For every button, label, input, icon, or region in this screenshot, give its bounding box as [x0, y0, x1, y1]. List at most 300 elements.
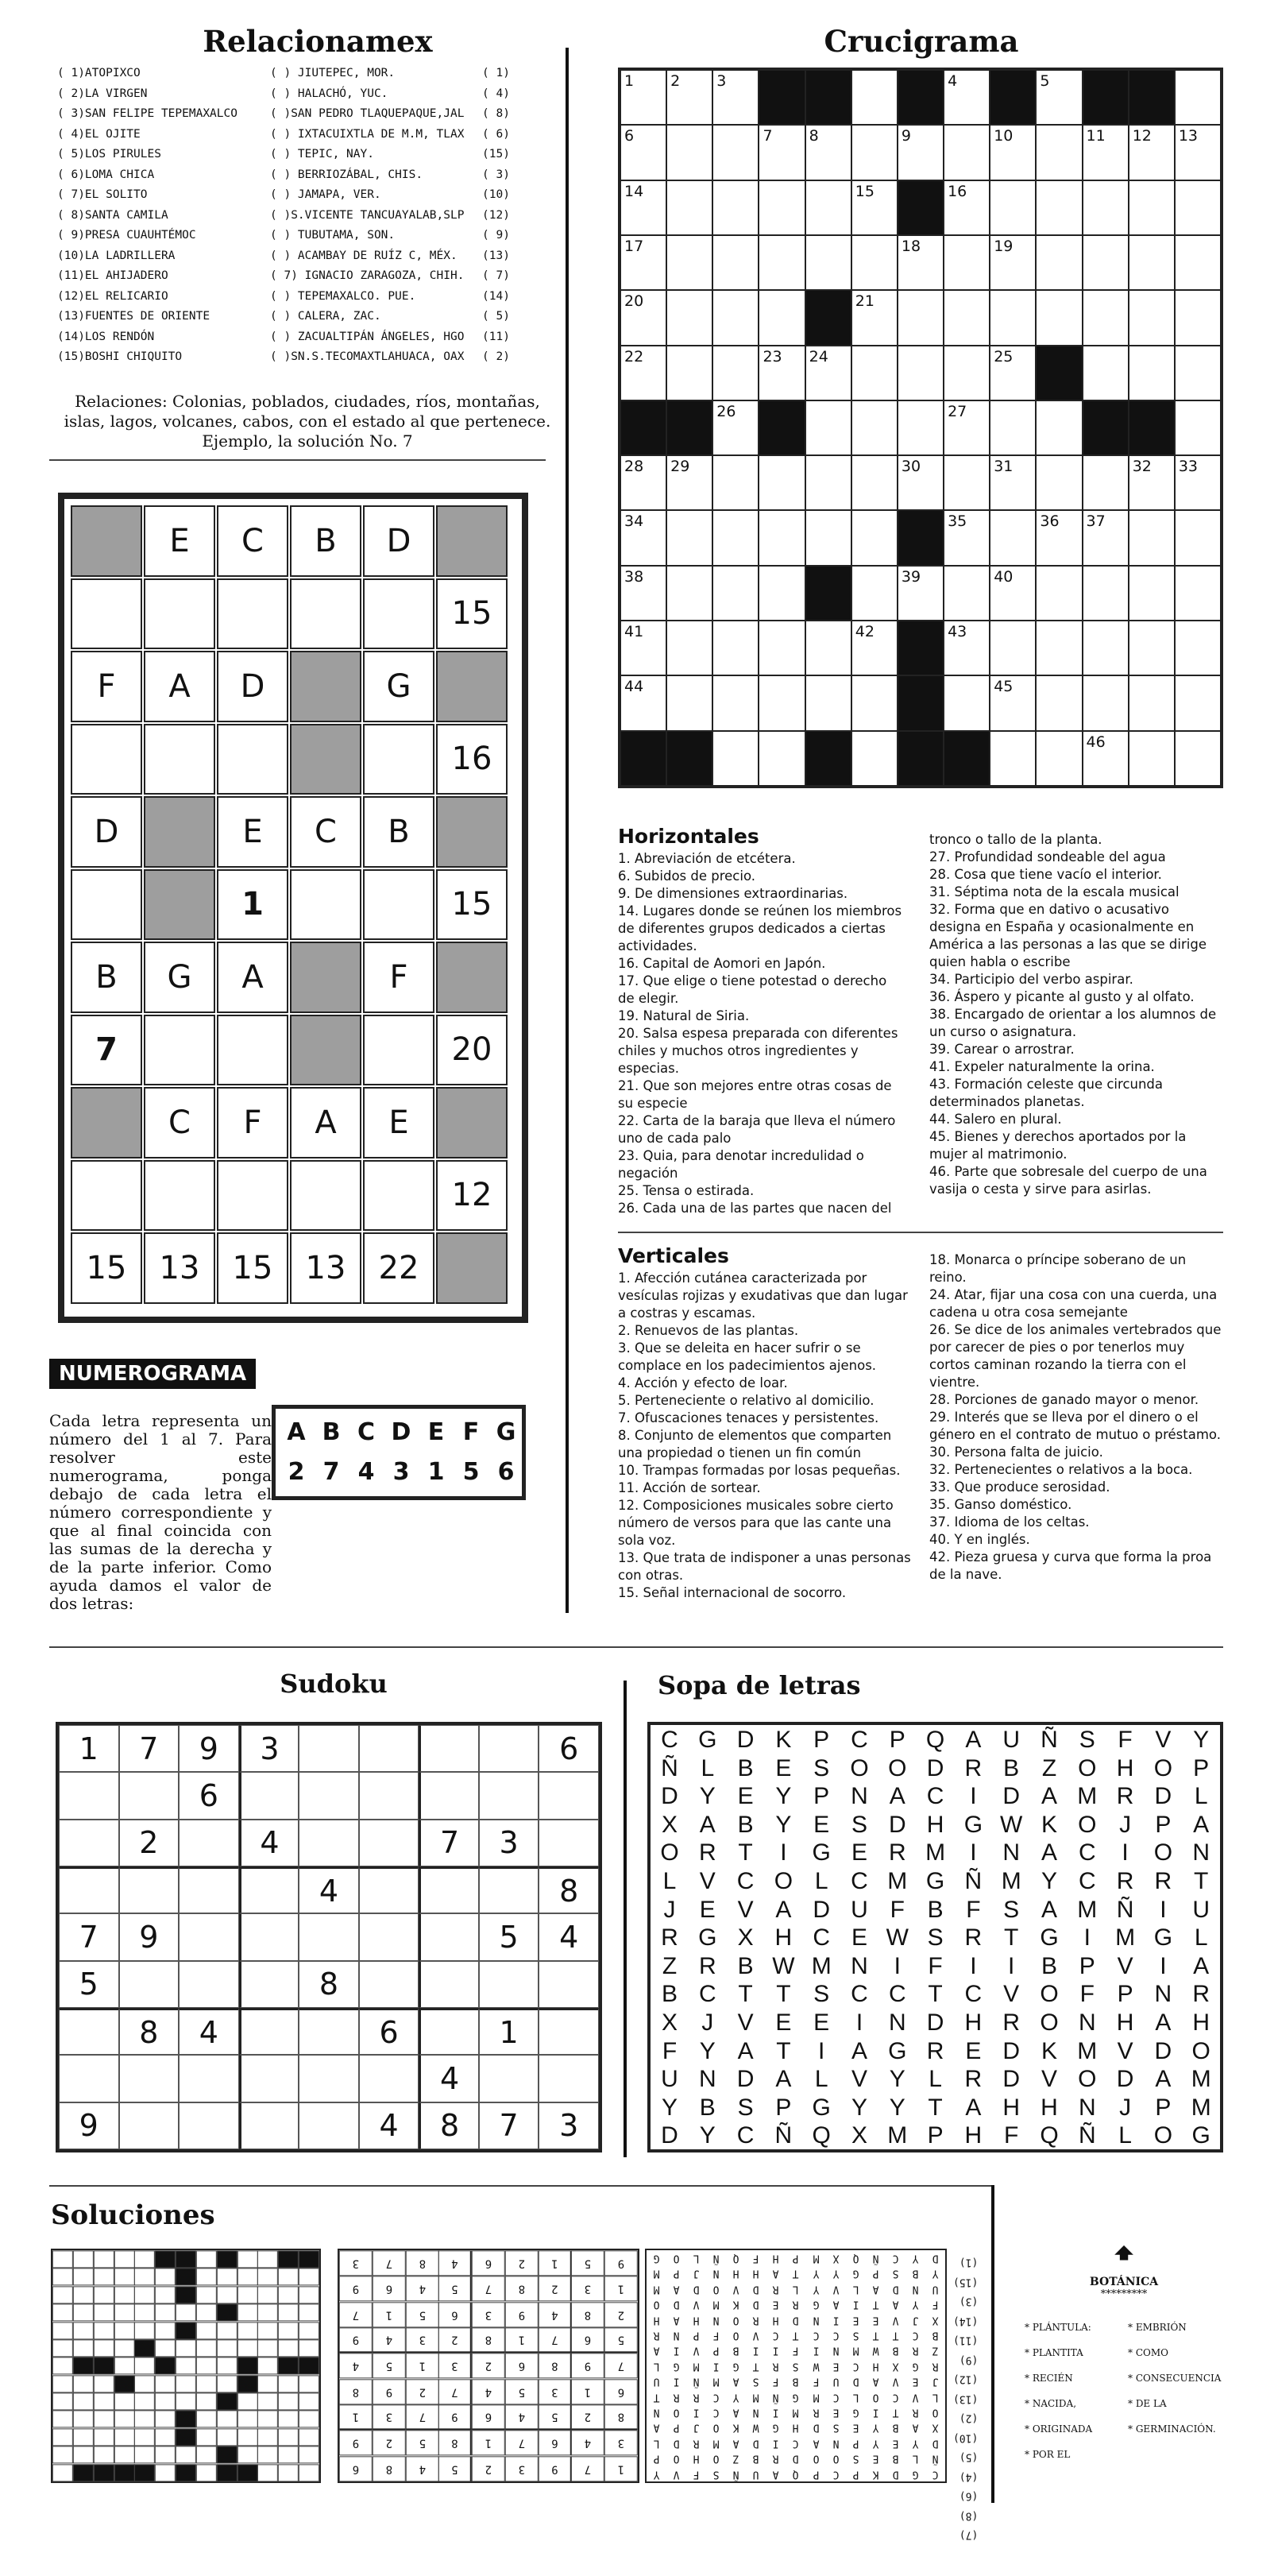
word-search-solution-letter: Y [872, 2437, 879, 2449]
word-search-solution-letter: U [832, 2375, 840, 2388]
word-search-letter: O [1078, 1754, 1097, 1781]
crossword-cell [805, 346, 851, 400]
sudoku-solution-cell: 2 [472, 2456, 505, 2481]
crossword-cell [944, 731, 990, 786]
word-search-letter: P [775, 2094, 792, 2121]
relacionamex-row [57, 64, 518, 84]
word-search-solution-letter: T [752, 2360, 759, 2372]
solution-cell [52, 2392, 73, 2410]
clue-item: 22. Carta de la baraja que lleva el número uno de cada palo [618, 1113, 896, 1146]
sudoku-cell [359, 1913, 419, 1960]
word-search-solution-letter: T [793, 2267, 799, 2280]
word-search-solution-letter: P [852, 2437, 859, 2449]
crossword-cell [759, 70, 805, 125]
word-search-letter: C [851, 1981, 868, 2008]
place-name: ( 4)EL OJITE [57, 127, 141, 141]
clue-item: 7. Ofuscaciones tenaces y persistentes. [618, 1410, 879, 1425]
solution-cell [257, 2410, 278, 2427]
word-search-solution-letter: E [852, 2313, 859, 2326]
word-search-letter: M [887, 2122, 908, 2149]
crossword-cell [666, 455, 712, 510]
sudoku-solution-cell: 1 [505, 2327, 539, 2353]
crossword-cell [990, 235, 1036, 290]
word-search-solution-letter: X [932, 2421, 939, 2434]
sudoku-cell: 3 [479, 1820, 539, 1866]
place-name: ( 7)EL SOLITO [57, 188, 148, 201]
word-search-solution-letter: O [712, 2452, 720, 2465]
botanica-item: * EMBRIÓN [1128, 2322, 1187, 2333]
word-search-letter: Ñ [661, 1754, 678, 1781]
sudoku-cell [539, 1772, 599, 1819]
crossword-cell [712, 675, 759, 730]
word-search-letter: H [1116, 1754, 1134, 1781]
crossword-cell [805, 70, 851, 125]
word-search-letter: H [1041, 2094, 1058, 2121]
solution-cell [155, 2286, 176, 2303]
sudoku-solution-cell: 6 [472, 2250, 505, 2276]
word-search-letter: C [661, 1727, 678, 1753]
clue-item: 44. Salero en plural. [929, 1112, 1062, 1127]
word-search-solution-letter: M [712, 2298, 720, 2311]
word-search-solution-letter: O [832, 2452, 840, 2465]
municipality-name: ( ) ZACUALTIPÁN ÁNGELES, HGO [270, 330, 465, 343]
crossword-cell [1083, 675, 1129, 730]
sudoku-cell [119, 2102, 180, 2149]
answer-number: ( 1) [482, 67, 510, 79]
word-search-solution-letter: A [832, 2298, 840, 2311]
word-search-letter: N [1002, 1839, 1021, 1866]
answer-number: ( 3) [482, 168, 510, 181]
crossword-cell [990, 70, 1036, 125]
clue-item: tronco o tallo de la planta. [929, 832, 1102, 847]
solution-cell [176, 2375, 196, 2392]
clue-item: 27. Profundidad sondeable del agua [929, 849, 1166, 864]
word-search-letter: Z [662, 1952, 678, 1979]
word-search-letter: S [851, 1811, 867, 1838]
crossword-cell [898, 290, 944, 345]
word-search-solution-letter: A [732, 2375, 739, 2388]
sudoku-solution-cell: 4 [339, 2353, 373, 2378]
crossword-cell [805, 675, 851, 730]
sudoku-solution-cell: 4 [406, 2276, 439, 2301]
word-search-letter: R [1192, 1981, 1210, 2008]
crossword-cell [620, 510, 666, 565]
word-search-solution-letter: O [712, 2421, 720, 2434]
word-search-solution-letter: O [932, 2406, 939, 2419]
numerograma-cell: G [144, 942, 215, 1013]
sudoku-cell [59, 2008, 119, 2055]
numerograma-cell: A [144, 651, 215, 722]
solution-cell [176, 2322, 196, 2339]
word-search-solution-letter: Ñ [932, 2452, 939, 2465]
relacionamex-solution-item: (14) [953, 2315, 979, 2327]
numerograma-cell [436, 505, 508, 577]
crossword-cell [1036, 235, 1082, 290]
word-search-letter: H [964, 2009, 983, 2036]
crossword-cell [759, 400, 805, 455]
divider [618, 1232, 1223, 1233]
sudoku-cell [359, 1820, 419, 1866]
word-search-letter: Y [661, 2094, 678, 2121]
solution-cell [176, 2357, 196, 2374]
word-search-solution-letter: Y [912, 2252, 919, 2265]
solution-cell [114, 2392, 135, 2410]
soluciones-title: Soluciones [51, 2199, 215, 2231]
answer-number: (14) [482, 289, 510, 303]
place-name: (13)FUENTES DE ORIENTE [57, 310, 210, 323]
solution-cell [299, 2286, 319, 2303]
sudoku-cell: 6 [359, 2008, 419, 2055]
word-search-solution-letter: T [653, 2390, 660, 2403]
word-search-letter: T [1194, 1868, 1209, 1894]
word-search-solution-letter: H [693, 2452, 700, 2465]
crossword-cell [1036, 731, 1082, 786]
solution-cell [73, 2286, 94, 2303]
place-name: (14)LOS RENDÓN [57, 330, 155, 343]
solution-cell [155, 2375, 176, 2392]
word-search-solution-letter: N [712, 2313, 720, 2326]
word-search-solution-letter: D [813, 2421, 819, 2434]
crossword-clue-number: 14 [624, 182, 644, 200]
sudoku-cell [299, 2008, 359, 2055]
word-search-letter: A [851, 2037, 867, 2064]
word-search-solution-letter: R [932, 2360, 939, 2372]
solution-cell [299, 2428, 319, 2446]
sudoku-solution-cell: 2 [571, 2404, 604, 2430]
sudoku-solution-cell: 9 [438, 2404, 472, 2430]
sudoku-cell [239, 2102, 299, 2149]
word-search-letter: O [1040, 2009, 1059, 2036]
crossword-cell [620, 70, 666, 125]
sudoku-cell [119, 1961, 180, 2008]
word-search-letter: D [1002, 2066, 1021, 2093]
word-search-solution-letter: R [773, 2360, 779, 2372]
word-search-solution-letter: Y [912, 2298, 919, 2311]
numerograma-cell [290, 869, 361, 941]
solution-cell [134, 2357, 155, 2374]
crossword-cell [1083, 290, 1129, 345]
solution-cell [217, 2375, 237, 2392]
numerograma-cell: 15 [436, 869, 508, 941]
word-search-letter: Y [889, 2094, 905, 2121]
crossword-cell [712, 400, 759, 455]
sudoku-solution-cell: 1 [539, 2250, 572, 2276]
solution-cell [134, 2286, 155, 2303]
relacionamex-solution-item: (7) [959, 2528, 979, 2541]
sudoku-cell: 1 [479, 2008, 539, 2055]
word-search-solution-letter: P [653, 2452, 660, 2465]
word-search-letter: E [813, 1811, 830, 1838]
crossword-cell [712, 731, 759, 786]
sudoku-cell [359, 1772, 419, 1819]
word-search-solution-letter: L [852, 2283, 859, 2295]
word-search-solution-letter: J [693, 2421, 700, 2434]
clue-item: 38. Encargado de orientar a los alumnos de un curso o asignatura. [929, 1007, 1217, 1039]
solution-cell [73, 2428, 94, 2446]
solution-cell [73, 2464, 94, 2481]
crossword-cell [851, 675, 898, 730]
crossword-cell [1175, 125, 1221, 180]
crossword-cell [1175, 621, 1221, 675]
numerograma-cell [71, 578, 142, 650]
word-search-solution-letter: H [793, 2421, 799, 2434]
word-search-letter: D [1002, 2037, 1021, 2064]
word-search-solution-letter: A [813, 2437, 819, 2449]
solution-cell [278, 2392, 299, 2410]
solution-cell [217, 2357, 237, 2374]
word-search-letter: D [1116, 2066, 1134, 2093]
municipality-name: ( ) CALERA, ZAC. [270, 310, 381, 323]
word-search-solution-letter: B [892, 2452, 899, 2465]
botanica-item: * PLANTITA [1025, 2347, 1083, 2358]
key-letter: A [287, 1418, 306, 1446]
horizontales-clues-col1 [618, 850, 904, 1217]
sudoku-cell [539, 1961, 599, 2008]
crossword-cell [1036, 125, 1082, 180]
botanica-item: * NACIDA, [1025, 2398, 1077, 2409]
word-search-solution-letter: I [693, 2406, 700, 2419]
solution-cell [299, 2339, 319, 2357]
word-search-letter: R [964, 1754, 983, 1781]
numerograma-cell: E [363, 1087, 434, 1158]
clue-item: 43. Formación celeste que circunda determinados planetas. [929, 1077, 1164, 1109]
numerograma-cell [217, 578, 288, 650]
word-search-letter: A [889, 1783, 905, 1810]
word-search-solution-letter: O [872, 2390, 879, 2403]
solution-cell [196, 2446, 217, 2463]
solution-cell [237, 2464, 258, 2481]
crossword-cell [944, 510, 990, 565]
crossword-solution-grid [51, 2249, 321, 2483]
word-search-letter: I [970, 1839, 977, 1866]
word-search-solution-letter: K [732, 2421, 739, 2434]
word-search-solution-letter: B [892, 2344, 899, 2357]
word-search-solution-letter: Q [852, 2252, 859, 2265]
sudoku-cell: 8 [119, 2008, 180, 2055]
sudoku-cell [539, 1820, 599, 1866]
word-search-letter: D [1154, 1783, 1172, 1810]
sudoku-solution-cell: 8 [472, 2327, 505, 2353]
word-search-letter: N [888, 2009, 906, 2036]
crossword-cell [851, 70, 898, 125]
word-search-letter: R [888, 1839, 906, 1866]
crossword-cell [1036, 346, 1082, 400]
crossword-cell [666, 621, 712, 675]
word-search-solution-letter: D [852, 2375, 859, 2388]
word-search-solution-letter: B [912, 2267, 919, 2280]
word-search-solution-letter: R [813, 2406, 819, 2419]
crossword-cell [1129, 510, 1175, 565]
sudoku-solution-cell: 9 [539, 2456, 572, 2481]
crossword-cell [759, 235, 805, 290]
sudoku-solution-cell: 5 [539, 2404, 572, 2430]
clue-item: 13. Que trata de indisponer a unas personas con otras. [618, 1550, 911, 1583]
word-search-solution-letter: C [793, 2437, 799, 2449]
solution-cell [278, 2303, 299, 2321]
word-search-letter: Z [1041, 1754, 1057, 1781]
sudoku-cell [179, 1866, 239, 1913]
solution-cell [52, 2375, 73, 2392]
word-search-solution-letter: E [872, 2452, 879, 2465]
clue-item: 42. Pieza gruesa y curva que forma la proa de la nave. [929, 1549, 1212, 1582]
word-search-letter: V [699, 1868, 716, 1894]
word-search-solution-letter: L [693, 2252, 700, 2265]
crossword-clue-number: 7 [763, 127, 773, 145]
sudoku-solution-cell: 2 [406, 2379, 439, 2404]
crossword-cell [944, 400, 990, 455]
word-search-letter: G [1153, 1924, 1173, 1951]
word-search-solution-letter: D [752, 2283, 759, 2295]
relacionamex-row [57, 327, 518, 348]
solution-cell [134, 2375, 155, 2392]
word-search-letter: O [1040, 1981, 1059, 2008]
sudoku-solution-cell: 3 [604, 2430, 638, 2455]
word-search-solution-letter: Y [912, 2437, 919, 2449]
crossword-cell [759, 510, 805, 565]
place-name: ( 6)LOMA CHICA [57, 168, 155, 181]
solution-cell [155, 2446, 176, 2463]
relacionamex-solution-item: (8) [959, 2509, 979, 2521]
word-search-letter: F [890, 1896, 905, 1923]
word-search-letter: F [966, 1896, 981, 1923]
word-search-solution-letter: E [912, 2375, 919, 2388]
word-search-solution-letter: F [693, 2467, 700, 2480]
word-search-letter: O [1153, 1754, 1173, 1781]
sudoku-solution-cell: 5 [438, 2456, 472, 2481]
relacionamex-row [57, 226, 518, 246]
word-search-solution-letter: L [932, 2390, 939, 2403]
relacionamex-row [57, 185, 518, 206]
word-search-solution-letter: H [872, 2360, 879, 2372]
word-search-solution-letter: O [732, 2313, 739, 2326]
word-search-solution-letter: H [752, 2267, 759, 2280]
word-search-solution-letter: F [752, 2252, 759, 2265]
numerograma-cell [144, 724, 215, 795]
solution-cell [237, 2357, 258, 2374]
word-search-solution-letter: D [752, 2437, 759, 2449]
word-search-solution-letter: H [773, 2313, 779, 2326]
crossword-clue-number: 20 [624, 292, 644, 311]
word-search-letter: D [813, 1896, 831, 1923]
word-search-letter: O [1153, 1839, 1173, 1866]
clue-item: 29. Interés que se lleva por el dinero o el género en el contrato de mutuo o préstamo. [929, 1410, 1221, 1442]
clue-item: 17. Que elige o tiene potestad o derecho de elegir. [618, 973, 887, 1006]
solution-cell [278, 2428, 299, 2446]
solution-cell [237, 2428, 258, 2446]
crossword-cell [944, 566, 990, 621]
crossword-cell [898, 125, 944, 180]
word-search-solution-letter: M [653, 2283, 660, 2295]
verticales-heading: Verticales [618, 1244, 729, 1267]
sudoku-solution-cell: 9 [339, 2430, 373, 2455]
sudoku-solution-cell: 8 [406, 2250, 439, 2276]
solution-cell [155, 2410, 176, 2427]
numerograma-cell: 22 [363, 1232, 434, 1304]
crossword-clue-number: 22 [624, 347, 644, 366]
crossword-cell [620, 621, 666, 675]
word-search-solution-letter: H [773, 2252, 779, 2265]
crossword-cell [666, 180, 712, 235]
sudoku-solution-cell: 1 [472, 2430, 505, 2455]
solution-cell [257, 2339, 278, 2357]
solution-cell [196, 2410, 217, 2427]
word-search-solution-letter: D [752, 2298, 759, 2311]
sudoku-solution-grid [338, 2249, 639, 2483]
key-value: 2 [288, 1458, 305, 1486]
horizontales-heading: Horizontales [618, 825, 759, 848]
word-search-solution-letter: K [872, 2467, 879, 2480]
crossword-cell [666, 675, 712, 730]
crossword-cell [620, 235, 666, 290]
word-search-solution-letter: Y [813, 2283, 819, 2295]
solution-cell [217, 2286, 237, 2303]
crossword-cell [1175, 510, 1221, 565]
sudoku-solution-cell: 5 [438, 2276, 472, 2301]
word-search-solution-letter: T [872, 2329, 879, 2342]
solution-cell [176, 2250, 196, 2268]
divider [49, 459, 546, 461]
crossword-cell [805, 180, 851, 235]
numerograma-cell: 12 [436, 1160, 508, 1232]
clue-item: 19. Natural de Siria. [618, 1008, 750, 1023]
word-search-letter: A [1041, 1783, 1057, 1810]
word-search-solution-letter: G [793, 2390, 799, 2403]
relacionamex-row [57, 104, 518, 125]
place-name: (10)LA LADRILLERA [57, 249, 176, 262]
answer-number: (12) [482, 208, 510, 222]
botanica-item: * COMO [1128, 2347, 1168, 2358]
crossword-clue-number: 23 [763, 347, 782, 366]
word-search-letter: C [851, 1727, 868, 1753]
crossword-clue-number: 43 [948, 623, 967, 641]
sudoku-title: Sudoku [280, 1669, 388, 1699]
solution-cell [257, 2464, 278, 2481]
word-search-solution-letter: T [793, 2329, 799, 2342]
numerograma-cell: 13 [290, 1232, 361, 1304]
word-search-letter: I [855, 2009, 863, 2036]
word-search-solution-letter: T [892, 2329, 899, 2342]
word-search-solution-letter: A [732, 2406, 739, 2419]
word-search-solution-letter: Ñ [693, 2375, 700, 2388]
answer-number: ( 5) [482, 310, 510, 323]
sudoku-solution-cell: 2 [438, 2327, 472, 2353]
solution-cell [217, 2446, 237, 2463]
divider [49, 2185, 993, 2187]
numerograma-cell [363, 869, 434, 941]
solution-cell [176, 2446, 196, 2463]
sudoku-solution-cell: 8 [373, 2456, 406, 2481]
word-search-solution-letter: D [673, 2298, 680, 2311]
word-search-solution-letter: R [912, 2344, 919, 2357]
word-search-solution-letter: C [712, 2406, 720, 2419]
crossword-cell [898, 455, 944, 510]
clue-item: 25. Tensa o estirada. [618, 1183, 755, 1198]
sudoku-solution-cell: 6 [571, 2327, 604, 2353]
botanica-item: * PLÁNTULA: [1025, 2322, 1091, 2333]
crossword-clue-number: 15 [855, 182, 875, 200]
word-search-solution-letter: A [653, 2421, 660, 2434]
solution-cell [217, 2322, 237, 2339]
sudoku-cell: 7 [479, 2102, 539, 2149]
word-search-letter: N [1078, 2094, 1096, 2121]
sudoku-solution-cell: 7 [571, 2456, 604, 2481]
word-search-solution-letter: G [813, 2298, 819, 2311]
solution-cell [196, 2357, 217, 2374]
solution-cell [73, 2375, 94, 2392]
sudoku-cell [359, 1866, 419, 1913]
municipality-name: ( ) TUBUTAMA, SON. [270, 229, 396, 242]
crossword-cell [1036, 510, 1082, 565]
